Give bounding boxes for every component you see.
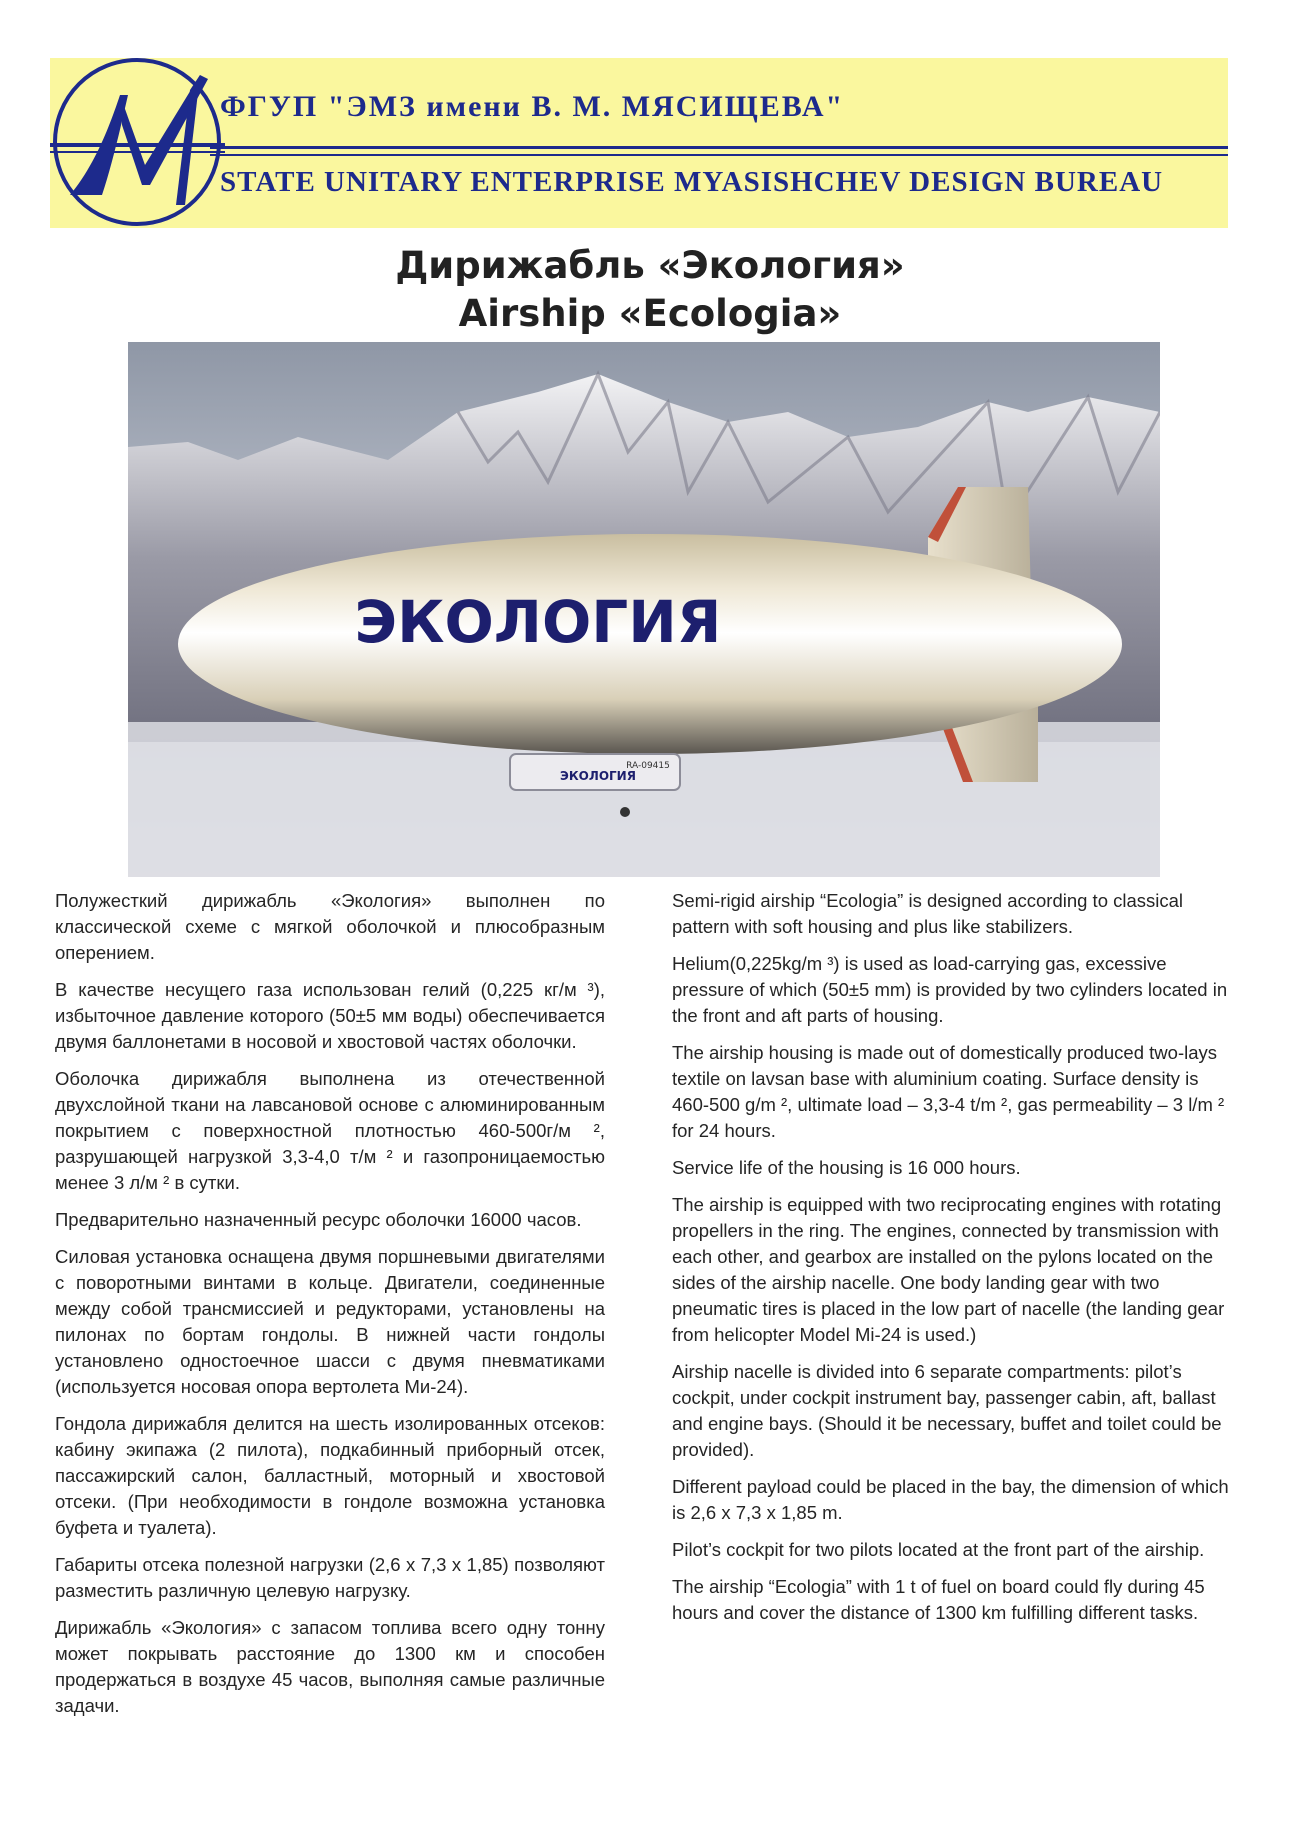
text-column-en	[672, 888, 1232, 1637]
paragraph-ru-7: Габариты отсека полезной нагрузки (2,6 х 7,3 х 1,85) позволяют разместить различную целевую нагрузку.	[55, 1554, 605, 1601]
nacelle-lettering: ЭКОЛОГИЯ	[560, 769, 636, 783]
org-name-ru: ФГУП "ЭМЗ имени В. М. МЯСИЩЕВА"	[220, 90, 845, 123]
paragraph-ru-2: В качестве несущего газа использован гелий (0,225 кг/м ³), избыточное давление которого (50±5 мм воды) обеспечивается двумя баллонетами в носовой и хвостовой частях оболочки.	[55, 979, 605, 1052]
paragraph-en-5: The airship is equipped with two reciprocating engines with rotating propellers in the ring. The engines, connected by transmission with each other, and gearbox are installed on the pylons located on the sides of the airship nacelle. One body landing gear with two pneumatic tires is placed in the low part of nacelle (the landing gear from helicopter Model Mi-24 is used.)	[672, 1194, 1225, 1345]
paragraph-ru-6: Гондола дирижабля делится на шесть изолированных отсеков: кабину экипажа (2 пилота), подкабинный приборный отсек, пассажирский салон, балластный, моторный и хвостовой отсеки. (При необходимости в гондоле возможна установка буфета и туалета).	[55, 1413, 605, 1538]
paragraph-ru-5: Силовая установка оснащена двумя поршневыми двигателями с поворотными винтами в кольце. Двигатели, соединенные между собой трансмиссией и редукторами, установлены на пилонах по бортам гондолы. В нижней части гондолы установлено одностоечное шасси с двумя пневматиками (используется носовая опора вертолета Ми-24).	[55, 1246, 605, 1397]
paragraph-ru-8: Дирижабль «Экология» с запасом топлива всего одну тонну может покрывать расстояние до 1300 км и способен продержаться в воздухе 45 часов, выполняя самые различные задачи.	[55, 1617, 605, 1716]
paragraph-ru-1: Полужесткий дирижабль «Экология» выполнен по классической схеме с мягкой оболочкой и плюсобразным оперением.	[55, 890, 605, 963]
paragraph-en-1: Semi-rigid airship “Ecologia” is designed according to classical pattern with soft housing and plus like stabilizers.	[672, 890, 1184, 937]
registration-mark: RA-09415	[626, 761, 670, 771]
paragraph-ru-4: Предварительно назначенный ресурс оболочки 16000 часов.	[55, 1209, 582, 1230]
airship-photo	[128, 342, 1160, 877]
paragraph-en-2: Helium(0,225kg/m ³) is used as load-carrying gas, excessive pressure of which (50±5 mm) is provided by two cylinders located in the front and aft parts of housing.	[672, 953, 1228, 1026]
header-band	[50, 58, 1228, 228]
paragraph-ru-3: Оболочка дирижабля выполнена из отечественной двухслойной ткани на лавсановой основе с алюминированным покрытием с поверхностной плотностью 460-500г/м ², разрушающей нагрузкой 3,3-4,0 т/м ² и газопроницаемостью менее 3 л/м ² в сутки.	[55, 1068, 605, 1193]
paragraph-en-7: Different payload could be placed in the bay, the dimension of which is 2,6 x 7,3 x 1,85 m.	[672, 1476, 1229, 1523]
text-column-ru	[55, 888, 605, 1730]
page-title-ru: Дирижабль «Экология»	[395, 244, 905, 287]
paragraph-en-3: The airship housing is made out of domestically produced two-lays textile on lavsan base with aluminium coating. Surface density is 460-500 g/m ², ultimate load – 3,3-4 t/m ², gas permeability – 3 l/m ² for 24 hours.	[672, 1042, 1225, 1141]
paragraph-en-8: Pilot’s cockpit for two pilots located at the front part of the airship.	[672, 1539, 1205, 1560]
paragraph-en-4: Service life of the housing is 16 000 hours.	[672, 1157, 1021, 1178]
company-logo	[50, 55, 225, 230]
hull-lettering: ЭКОЛОГИЯ	[354, 588, 722, 656]
page-title-en: Airship «Ecologia»	[458, 292, 842, 335]
paragraph-en-9: The airship “Ecologia” with 1 t of fuel on board could fly during 45 hours and cover the distance of 1300 km fulfilling different tasks.	[672, 1576, 1205, 1623]
header-rule-lower	[210, 154, 1228, 156]
org-name-en: STATE UNITARY ENTERPRISE MYASISHCHEV DESIGN BUREAU	[220, 166, 1164, 198]
header-rule-upper	[210, 146, 1228, 149]
paragraph-en-6: Airship nacelle is divided into 6 separate compartments: pilot’s cockpit, under cockpit instrument bay, passenger cabin, aft, ballast and engine bays. (Should it be necessary, buffet and toilet could be provided).	[672, 1361, 1222, 1460]
